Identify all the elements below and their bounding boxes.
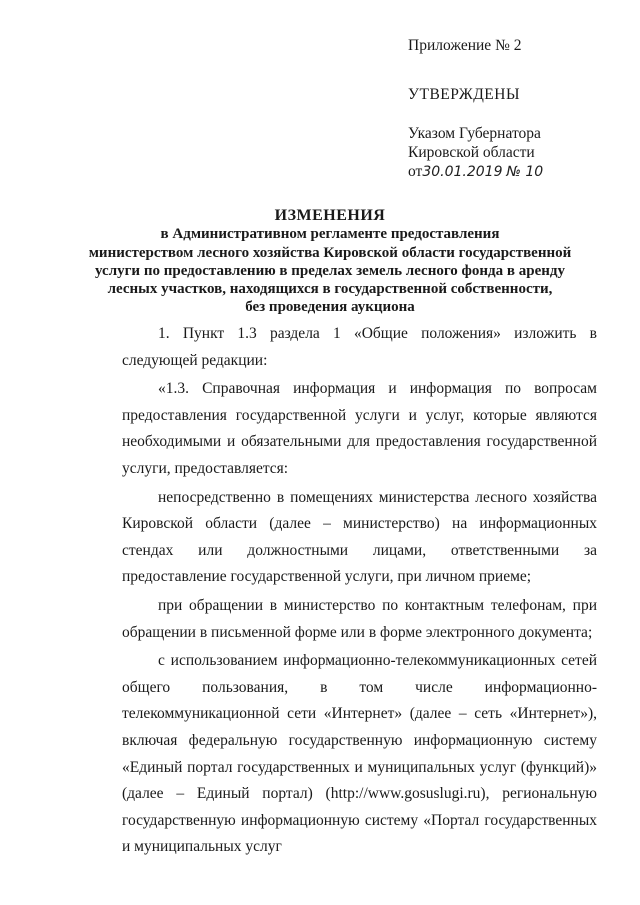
paragraph: с использованием информационно-телекоммуникационных сетей общего пользования, в том числе информационно-телекоммуникационной сети «Интернет» (далее – сеть «Интернет»), включая федеральную государственную информационную систему «Единый портал государственных и муниципальных услуг (функций)» (далее – Единый портал) (http://www.gosuslugi.ru), региональную государственную информационную систему «Портал государственных и муниципальных услуг — [122, 652, 597, 856]
document-title — [70, 207, 590, 317]
title-line: без проведения аукциона — [245, 299, 415, 316]
approved-label: УТВЕРЖДЕНЫ — [408, 86, 520, 103]
title-line: лесных участков, находящихся в государственной собственности, — [107, 281, 553, 298]
decree-date-line — [408, 162, 628, 182]
paragraph: при обращении в министерство по контактным телефонам, при обращении в письменной форме или в форме электронного документа; — [122, 596, 597, 641]
handwritten-number: № 10 — [506, 164, 544, 180]
paragraph: непосредственно в помещениях министерства лесного хозяйства Кировской области (далее – министерство) на информационных стендах или должностными лицами, ответственными за предоставление государственной услуги, при личном приеме; — [122, 488, 597, 586]
title-main: ИЗМЕНЕНИЯ — [274, 207, 386, 224]
title-line: министерством лесного хозяйства Кировской области государственной — [88, 244, 572, 261]
appendix-label: Приложение № 2 — [408, 37, 522, 54]
title-line: в Административном регламенте предоставления — [160, 226, 500, 243]
approval-header — [408, 36, 628, 182]
title-line: услуги по предоставлению в пределах земель лесного фонда в аренду — [95, 262, 565, 279]
paragraph: «1.3. Справочная информация и информация по вопросам предоставления государственной услуги и услуг, которые являются необходимыми и обязательными для предоставления государственной услуги, предоставляется: — [122, 380, 597, 477]
date-prefix: от — [408, 163, 423, 180]
handwritten-date: 30.01.2019 — [422, 164, 503, 180]
paragraph: 1. Пункт 1.3 раздела 1 «Общие положения» изложить в следующей редакции: — [122, 325, 597, 369]
decree-line-1: Указом Губернатора — [408, 125, 541, 142]
decree-line-2: Кировской области — [408, 144, 535, 161]
document-body — [122, 321, 597, 861]
